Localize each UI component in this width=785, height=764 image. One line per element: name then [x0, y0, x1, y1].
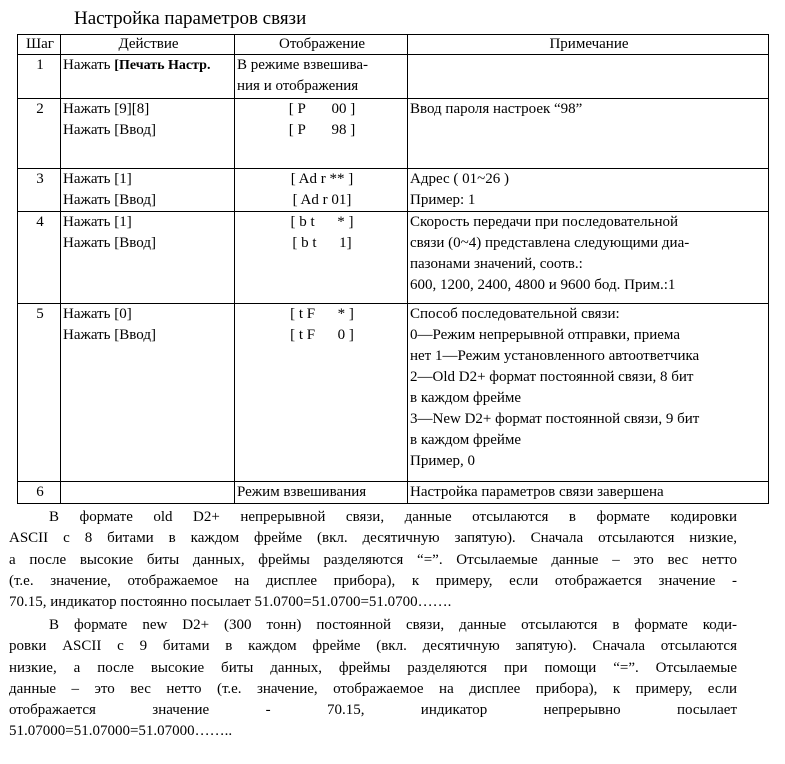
note-cell: [408, 55, 769, 99]
paragraph-new-d2: [9, 615, 737, 743]
table-row: [18, 99, 769, 169]
display-line: [ t F 0 ]: [290, 327, 354, 343]
action-line: Нажать [Ввод]: [63, 327, 156, 343]
display-line: [ t F * ]: [290, 306, 354, 322]
paragraph-line: В формате old D2+ непрерывной связи, данные отсылаются в формате кодировки: [49, 509, 737, 525]
paragraph-old-d2: [9, 507, 737, 613]
display-line: [ b t 1]: [292, 235, 352, 251]
action-line: Нажать: [63, 57, 115, 73]
paragraph-line: отображается значение - 70.15, индикатор непрерывно посылает: [9, 702, 737, 719]
note-line: Адрес ( 01~26 ): [410, 171, 510, 187]
step-cell: 5: [18, 304, 61, 482]
action-cell: [61, 212, 235, 304]
table-row: [18, 169, 769, 212]
paragraph-line: (т.е. значение, отображаемое на дисплее прибора), к примеру, если отображается значение -: [9, 572, 737, 589]
action-line: Нажать [9][8]: [63, 101, 150, 117]
note-line: нет 1—Режим установленного автоответчика: [410, 348, 700, 364]
display-line: [ Ad r ** ]: [290, 171, 354, 187]
step-cell: 6: [18, 482, 61, 504]
action-cell: [61, 482, 235, 504]
display-line: [ P 00 ]: [288, 101, 356, 117]
page-title: Настройка параметров связи: [74, 8, 307, 29]
table-row: [18, 304, 769, 482]
note-line: Пример, 0: [410, 453, 476, 469]
action-line: Нажать [1]: [63, 171, 132, 187]
note-cell: [408, 304, 769, 482]
paragraph-line: ровки ASCII с 9 битами в каждом фрейме (вкл. десятичную запятую). Сначала отсылаются: [9, 638, 737, 655]
display-line: [ b t * ]: [290, 214, 354, 230]
note-line: 600, 1200, 2400, 4800 и 9600 бод. Прим.:1: [410, 277, 676, 293]
note-line: пазонами значений, соотв.:: [410, 256, 583, 272]
display-cell: [235, 169, 408, 212]
header-step: Шаг: [18, 35, 61, 55]
note-line: связи (0~4) представлена следующими диа-: [410, 235, 690, 251]
table-row: [18, 482, 769, 504]
note-line: в каждом фрейме: [410, 390, 522, 406]
table-row: [18, 55, 769, 99]
step-cell: 4: [18, 212, 61, 304]
action-line: Нажать [Ввод]: [63, 235, 156, 251]
note-line: 2—Old D2+ формат постоянной связи, 8 бит: [410, 369, 694, 385]
action-key-label: [Печать Настр.: [114, 58, 211, 73]
parameters-table: [17, 34, 769, 504]
paragraph-line: В формате new D2+ (300 тонн) постоянной связи, данные отсылаются в формате коди-: [49, 617, 737, 633]
action-line: Нажать [Ввод]: [63, 192, 156, 208]
note-cell: [408, 482, 769, 504]
note-cell: [408, 212, 769, 304]
note-cell: [408, 99, 769, 169]
paragraph-line: 70.15, индикатор постоянно посылает 51.0700=51.0700=51.0700…….: [9, 594, 452, 611]
display-cell: [235, 304, 408, 482]
action-cell: [61, 55, 235, 99]
step-cell: 3: [18, 169, 61, 212]
note-line: Настройка параметров связи завершена: [410, 484, 664, 500]
note-line: Пример: 1: [410, 192, 476, 208]
table-row: [18, 212, 769, 304]
display-line: Режим взвешивания: [237, 484, 367, 500]
paragraph-line: а после высокие биты данных, фреймы разделяются “=”. Отсылаемые данные – это вес нетто: [9, 551, 737, 568]
display-cell: [235, 212, 408, 304]
display-line: В режиме взвешива-: [237, 57, 368, 73]
note-line: Ввод пароля настроек “98”: [410, 101, 583, 117]
paragraph-line: низкие, а после высокие биты данных, фреймы разделяются при помощи “=”. Отсылаемые: [9, 659, 737, 676]
note-line: 0—Режим непрерывной отправки, приема: [410, 327, 680, 343]
header-note: Примечание: [408, 35, 769, 55]
action-cell: [61, 304, 235, 482]
paragraph-line: данные – это вес нетто (т.е. значение, отображаемое на дисплее прибора), к примеру, если: [9, 680, 737, 697]
display-cell: [235, 55, 408, 99]
paragraph-line: 51.07000=51.07000=51.07000……..: [9, 723, 233, 740]
action-cell: [61, 169, 235, 212]
header-action: Действие: [61, 35, 235, 55]
action-line: Нажать [1]: [63, 214, 132, 230]
display-cell: [235, 99, 408, 169]
display-line: [ Ad r 01]: [292, 192, 352, 208]
display-cell: [235, 482, 408, 504]
step-cell: 2: [18, 99, 61, 169]
table-header-row: [18, 35, 769, 55]
display-line: [ P 98 ]: [288, 122, 356, 138]
paragraph-line: ASCII с 8 битами в каждом фрейме (вкл. десятичную запятую). Сначала отсылаются низкие,: [9, 530, 737, 547]
step-cell: 1: [18, 55, 61, 99]
note-line: Скорость передачи при последовательной: [410, 214, 679, 230]
note-line: 3—New D2+ формат постоянной связи, 9 бит: [410, 411, 700, 427]
action-line: Нажать [Ввод]: [63, 122, 156, 138]
note-line: в каждом фрейме: [410, 432, 522, 448]
display-line: ния и отображения: [237, 78, 359, 94]
action-cell: [61, 99, 235, 169]
note-cell: [408, 169, 769, 212]
action-line: Нажать [0]: [63, 306, 132, 322]
note-line: Способ последовательной связи:: [410, 306, 620, 322]
header-display: Отображение: [235, 35, 408, 55]
